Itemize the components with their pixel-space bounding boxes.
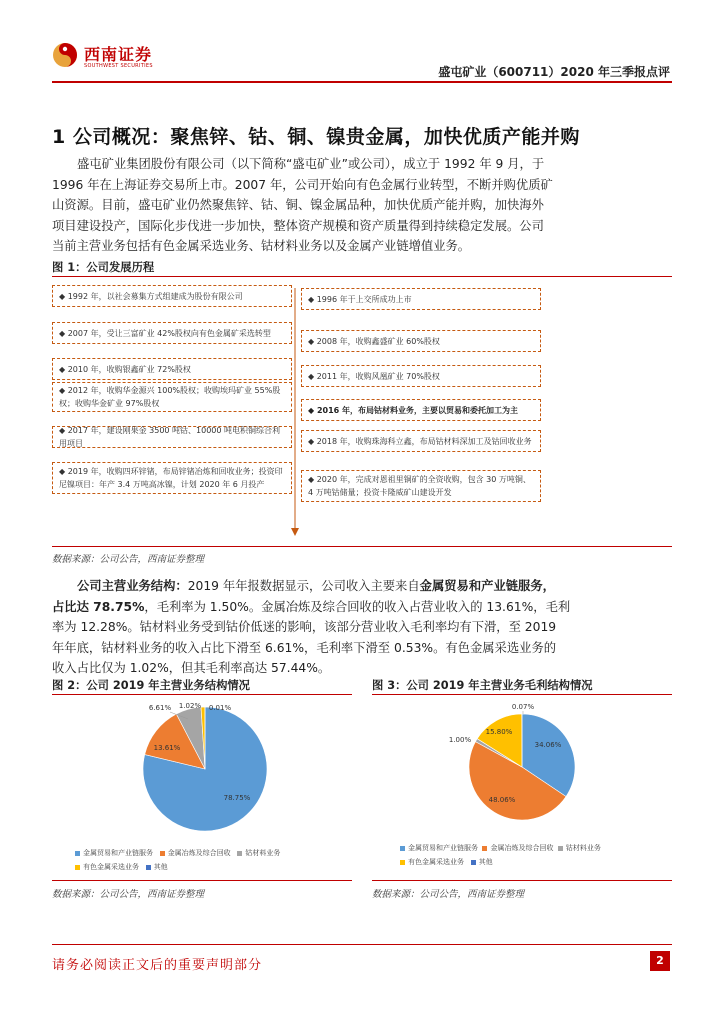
legend-label: 有色金属采选业务 [408,858,464,866]
intro-paragraph [52,154,672,257]
timeline-event-left: ◆ 2010 年，收购银鑫矿业 72%股权 [52,358,292,380]
paragraph2-emphasis: 金属贸易和产业链服务， [419,579,555,593]
pie-data-label: 78.75% [223,794,251,802]
figure3-title: 图 3：公司 2019 年主营业务毛利结构情况 [372,679,593,692]
legend-item [146,863,168,871]
timeline-event-left: ◆ 2019 年，收购四环锌锗，布局锌锗冶炼和回收业务；投资印尼镍项目：年产 3.4 万吨高冰镍，计划 2020 年 6 月投产 [52,462,292,494]
paragraph2-emphasis: 占比达 78.75% [52,599,145,614]
figure1-bottom-rule [52,546,672,547]
timeline-event-left: ◆ 2017 年，建设刚果金 3500 吨钴、10000 吨电积铜综合利用项目 [52,426,292,448]
legend-item [558,844,601,852]
pie-data-label: 15.80% [485,728,513,736]
pie-data-label: 48.06% [488,796,516,804]
figure2-title: 图 2：公司 2019 年主营业务结构情况 [52,679,250,692]
pie-data-label: 1.00% [448,736,472,744]
legend-label: 金属贸易和产业链服务 [408,844,478,852]
paragraph2-line: 年年底，钴材料业务的收入占比下滑至 6.61%，毛利率下滑至 0.53%。有色金属采选业务的 [52,640,557,655]
figure3-bottom-rule [372,880,672,881]
intro-line: 项目建设投产，国际化步伐进一步加快，整体资产规模和资产质量得到持续稳定发展。公司 [52,218,544,233]
timeline-event-left: ◆ 1992 年，以社会募集方式组建成为股份有限公司 [52,285,292,307]
paragraph2-line: 率为 12.28%。钴材料业务受到钴价低迷的影响，该部分营业收入毛利率均有下滑，至 2019 [52,620,557,634]
pie-data-label: 13.61% [153,744,181,752]
pie-data-label: 0.07% [511,703,535,711]
legend-swatch [237,851,242,856]
figure1-title: 图 1：公司发展历程 [52,261,155,274]
legend-item [400,844,478,852]
paragraph2-line [52,576,672,597]
timeline-event-left: ◆ 2012 年，收购华金源兴 100%股权；收购埃玛矿业 55%股权；收购华金矿业 97%股权 [52,382,292,412]
timeline-event-left: ◆ 2007 年，受让三富矿业 42%股权向有色金属矿采选转型 [52,322,292,344]
legend-label: 钴材料业务 [565,844,601,852]
legend-row [400,843,670,857]
intro-line: 当前主营业务包括有色金属采选业务、钴材料业务以及金属产业链增值业务。 [52,239,471,253]
intro-line: 盛屯矿业集团股份有限公司（以下简称“盛屯矿业”或公司），成立于 1992 年 9 月，于 [77,157,545,171]
legend-item [160,849,231,857]
paragraph2-lead: 公司主营业务结构： [77,579,188,593]
report-title: 盛屯矿业（600711）2020 年三季报点评 [438,65,670,79]
intro-line: 山资源。目前，盛屯矿业仍然聚焦锌、钴、铜、镍金属品种，加快优质产能并购，加快海外 [52,198,544,212]
legend-label: 其他 [478,858,493,866]
figure2-legend [75,848,355,872]
legend-label: 钴材料业务 [245,849,281,857]
legend-swatch [75,851,80,856]
timeline-event-right: ◆ 1996 年于上交所成功上市 [301,288,541,310]
figure3-pie-chart [372,697,672,840]
company-logo-icon [52,42,78,68]
legend-label: 金属贸易和产业链服务 [83,849,153,857]
section-title: 1 公司概况：聚焦锌、钴、铜、镍贵金属，加快优质产能并购 [52,126,580,148]
legend-label: 有色金属采选业务 [83,863,139,871]
figure1-top-rule [52,276,672,277]
legend-swatch [75,865,80,870]
footer-rule [52,944,672,945]
legend-row [400,857,670,867]
pie-data-label: 0.01% [208,704,232,712]
figure2-source: 数据来源：公司公告，西南证券整理 [52,889,205,900]
legend-label: 金属冶炼及综合回收 [167,849,231,857]
paragraph2-text: 2019 年年报数据显示，公司收入主要来自 [187,579,420,593]
timeline-event-right: ◆ 2018 年，收购珠海科立鑫，布局钴材料深加工及钴回收业务 [301,430,541,452]
figure2-pie-chart [52,697,352,840]
timeline-event-right: ◆ 2016 年，布局钴材料业务，主要以贸易和委托加工为主 [301,399,541,421]
page-number: 2 [650,951,670,971]
legend-swatch [400,846,405,851]
legend-item [400,858,464,866]
legend-swatch [160,851,165,856]
timeline-event-right: ◆ 2008 年，收购鑫盛矿业 60%股权 [301,330,541,352]
legend-swatch [146,865,151,870]
legend-item [237,849,280,857]
legend-item [471,858,493,866]
legend-swatch [482,846,487,851]
figure3-legend [400,843,670,867]
pie-data-label: 1.02% [178,702,202,710]
paragraph2-line: 收入占比仅为 1.02%，但其毛利率高达 57.44%。 [52,661,331,675]
legend-item [75,849,153,857]
legend-item [482,844,553,852]
figure3-top-rule [372,694,672,695]
header-rule [52,81,672,83]
legend-row [75,848,355,862]
figure2-top-rule [52,694,352,695]
timeline-event-right: ◆ 2020 年，完成对恩祖里铜矿的全资收购，包含 30 万吨铜、4 万吨钴储量；投资卡隆威矿山建设开发 [301,470,541,502]
legend-swatch [471,860,476,865]
pie-data-label: 34.06% [534,741,562,749]
pie-data-label: 6.61% [148,704,172,712]
footer-disclaimer: 请务必阅读正文后的重要声明部分 [52,958,263,973]
legend-item [75,863,139,871]
intro-line: 1996 年在上海证券交易所上市。2007 年，公司开始向有色金属行业转型，不断并购优质矿 [52,177,553,192]
legend-swatch [558,846,563,851]
paragraph2-text: ，毛利率为 1.50%。金属冶炼及综合回收的收入占营业收入的 13.61%，毛利 [144,599,571,614]
legend-label: 金属冶炼及综合回收 [490,844,554,852]
legend-swatch [400,860,405,865]
legend-label: 其他 [153,863,168,871]
figure2-bottom-rule [52,880,352,881]
legend-row [75,862,355,872]
logo-english-name: SOUTHWEST SECURITIES [84,63,153,69]
paragraph2-line [52,597,672,618]
figure1-source: 数据来源：公司公告，西南证券整理 [52,554,205,565]
figure3-source: 数据来源：公司公告，西南证券整理 [372,889,525,900]
timeline [52,282,672,544]
logo-chinese-name: 西南证券 [84,45,153,64]
business-structure-paragraph [52,576,672,679]
timeline-event-right: ◆ 2011 年，收购风凰矿业 70%股权 [301,365,541,387]
